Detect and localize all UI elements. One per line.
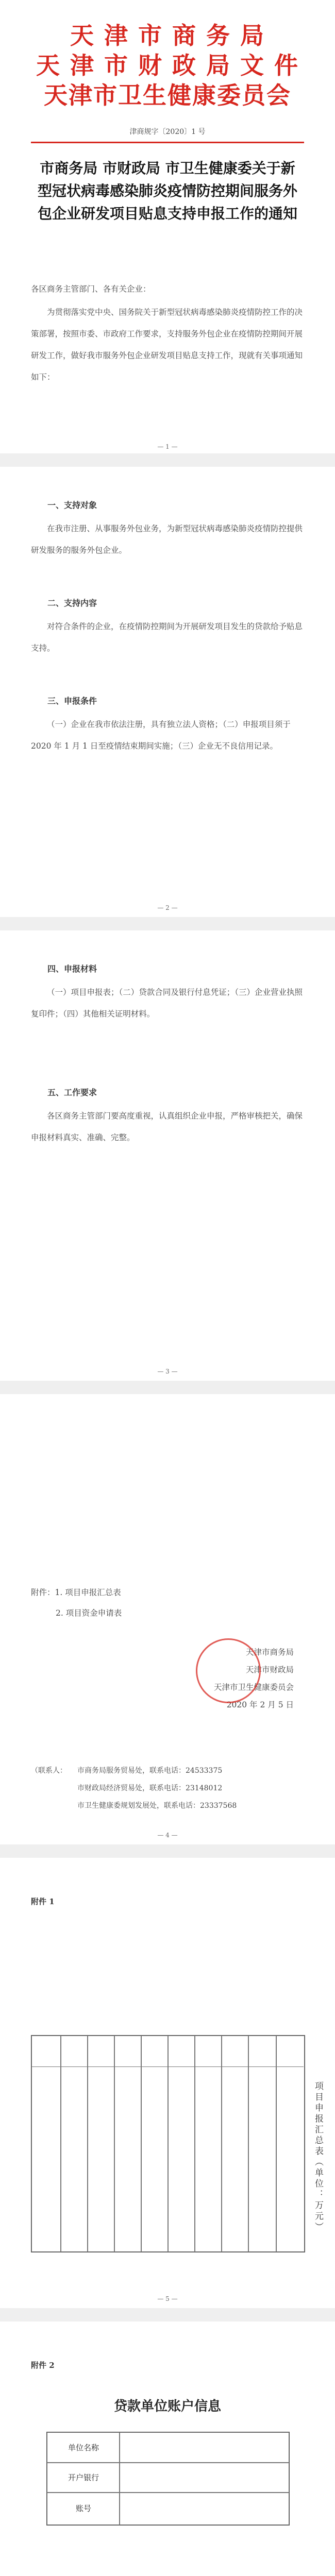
page-number: — 2 — [157,904,178,911]
table-cell [119,2462,289,2493]
signatory: 天津市商务局 [245,1648,294,1657]
table-cell [119,2492,289,2525]
section-text: （一）企业在我市依法注册，具有独立法人资格；（二）申报项目须于 2020 年 1 月 1 日至疫情结束期间实施；（三）企业无不良信用记录。 [31,720,291,751]
page-gap [0,917,335,930]
contact-label: （联系人： [31,1767,67,1775]
table-rule [31,2066,304,2067]
attachment-line-2: 2. 项目资金申请表 [56,1608,122,1618]
section-text: （一）项目申报表；（二）贷款合同及银行付息凭证；（三）企业营业执照复印件；（四）其他相关证明材料。 [31,988,303,1019]
page-number: — 1 — [157,443,178,450]
signatory: 天津市卫生健康委员会 [213,1683,294,1692]
section-text: 对符合条件的企业，在疫情防控期间为开展研发项目发生的贷款给予贴息支持。 [31,622,303,653]
form-label: 附件 1 [31,1897,55,1906]
masthead-line-2: 天 津 市 财 政 局 文 件 [36,52,299,79]
page-gap [0,1844,335,1858]
table-vertical-title: 项目申报汇总表（单位：万元） [313,2081,323,2233]
addressee: 各区商务主管部门、各有关企业： [31,284,151,294]
account-table [46,2432,290,2526]
attachment-line-1: 附件：1. 项目申报汇总表 [31,1588,121,1597]
intro-paragraph: 为贯彻落实党中央、国务院关于新型冠状病毒感染肺炎疫情防控工作的决策部署，按照市委、市政府工作要求，支持服务外包企业在疫情防控期间开展研发工作，做好我市服务外包企业研发项目贴息支持工作，现就有关事项通知如下： [31,308,303,382]
section-text: 在我市注册、从事服务外包业务，为新型冠状病毒感染肺炎疫情防控提供研发服务的服务外包企业。 [31,524,303,555]
page-gap [0,2308,335,2321]
table-column [60,2036,88,2252]
section-heading: 一、支持对象 [47,500,97,510]
section-text: 各区商务主管部门要高度重视，认真组织企业申报，严格审核把关，确保申报材料真实、准确、完整。 [31,1111,303,1142]
summary-table [31,2035,305,2252]
form2-title: 贷款单位账户信息 [113,2399,221,2414]
table-column [141,2036,169,2252]
table-cell [119,2432,289,2463]
table-column [31,2036,61,2252]
contact-item: 市财政局经济贸易处，联系电话：23148012 [77,1784,223,1792]
section-heading: 四、申报材料 [47,964,97,974]
section-heading: 五、工作要求 [47,1088,97,1097]
contact-item: 市卫生健康委规划发展处，联系电话：23337568 [77,1802,237,1810]
page-number: — 3 — [157,1368,178,1375]
masthead-line-1: 天 津 市 商 务 局 [70,22,265,49]
red-divider [31,142,304,143]
table-cell: 单位名称 [47,2432,120,2463]
table-column [114,2036,142,2252]
form2-label: 附件 2 [31,2361,55,2370]
table-cell: 账号 [47,2492,120,2525]
official-seal [196,1638,261,1703]
page-gap [0,453,335,467]
sign-date: 2020 年 2 月 5 日 [226,1700,294,1709]
document-number: 津商规字〔2020〕1 号 [129,128,206,136]
page-number: — 4 — [157,1832,178,1839]
masthead [0,21,335,110]
section-heading: 三、申报条件 [47,696,97,706]
page-gap [0,1381,335,1394]
table-column [87,2036,115,2252]
table-column [276,2036,305,2252]
table-cell: 开户银行 [47,2462,120,2493]
contact-item: 市商务局服务贸易处，联系电话：24533375 [77,1767,223,1775]
section-heading: 二、支持内容 [47,598,97,608]
table-column [194,2036,222,2252]
table-column [248,2036,277,2252]
document-title: 市商务局 市财政局 市卫生健康委关于新型冠状病毒感染肺炎疫情防控期间服务外包企业研发项目贴息支持申报工作的通知 [37,160,297,222]
masthead-line-3: 天津市卫生健康委员会 [44,81,291,109]
table-column [221,2036,249,2252]
table-column [167,2036,195,2252]
page-number: — 5 — [157,2295,178,2302]
signatory: 天津市财政局 [245,1665,294,1674]
contact-list [77,1762,304,1815]
